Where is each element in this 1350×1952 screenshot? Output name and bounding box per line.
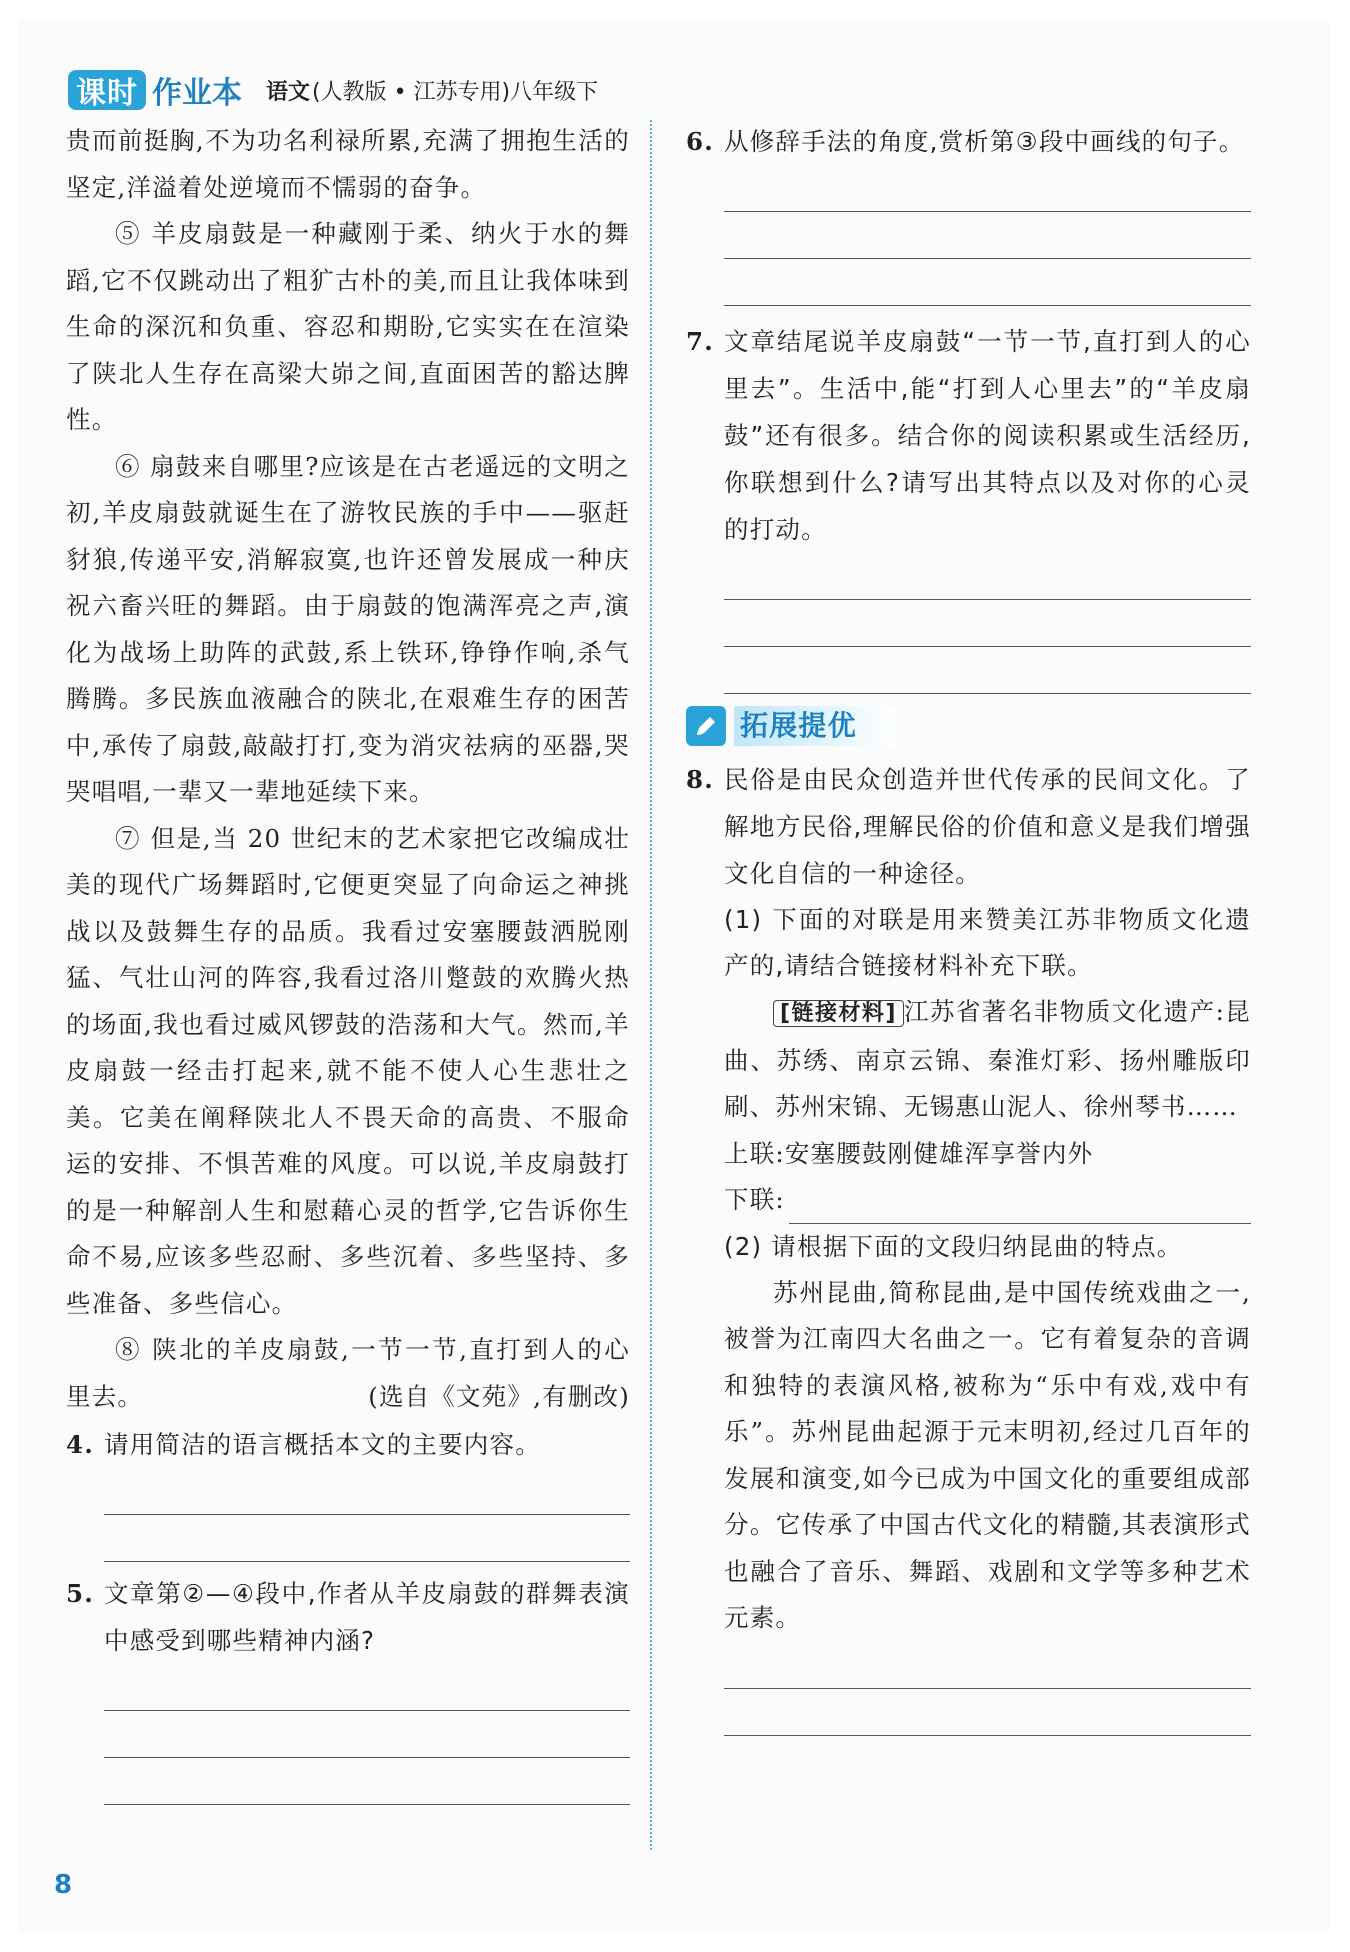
pencil-icon xyxy=(686,706,726,746)
answer-line[interactable] xyxy=(724,647,1251,694)
kunqu-passage: 苏州昆曲,简称昆曲,是中国传统戏曲之一,被誉为江南四大名曲之一。它有着复杂的音调和独特的表演风格,被称为“乐中有戏,戏中有乐”。苏州昆曲起源于元末明初,经过几百年的发展和演变,如今已成为中国文化的重要组成部分。它传承了中国古代文化的精髓,其表演形式也融合了音乐、舞蹈、戏剧和文学等多种艺术元素。 xyxy=(724,1277,1251,1632)
answer-lines-7[interactable] xyxy=(724,553,1251,694)
answer-lines-5[interactable] xyxy=(104,1664,630,1805)
page-number: 8 xyxy=(54,1870,73,1900)
subject-name: 语文 xyxy=(266,79,311,105)
left-column xyxy=(66,118,630,1805)
question-5 xyxy=(66,1570,630,1664)
answer-line[interactable] xyxy=(104,1468,630,1515)
question-4 xyxy=(66,1421,630,1468)
answer-line[interactable] xyxy=(724,1642,1251,1689)
section-title: 拓展提优 xyxy=(734,706,897,746)
paragraph-7: ⑦ 但是,当 20 世纪末的艺术家把它改编成壮美的现代广场舞蹈时,它便更突显了向命运之神挑战以及鼓舞生存的品质。我看过安塞腰鼓洒脱刚猛、气壮山河的阵容,我看过洛川蹩鼓的欢腾火热的场面,我也看过威风锣鼓的浩荡和大气。然而,羊皮扇鼓一经击打起来,就不能不使人心生悲壮之美。它美在阐释陕北人不畏天命的高贵、不服命运的安排、不惧苦难的风度。可以说,羊皮扇鼓打的是一种解剖人生和慰藉心灵的哲学,它告诉你生命不易,应该多些忍耐、多些沉着、多些坚持、多些准备、多些信心。 xyxy=(66,823,630,1318)
question-number: 5. xyxy=(66,1578,94,1608)
answer-line[interactable] xyxy=(724,259,1251,306)
section-heading xyxy=(686,706,1251,746)
question-text: 民俗是由民众创造并世代传承的民间文化。了解地方民俗,理解民俗的价值和意义是我们增强文化自信的一种途径。 xyxy=(724,765,1251,888)
paragraph-continued: 贵而前挺胸,不为功名利禄所累,充满了拥抱生活的坚定,洋溢着处逆境而不懦弱的奋争。 xyxy=(66,126,630,202)
answer-lines-8[interactable] xyxy=(724,1642,1251,1736)
question-8-part-1: (1) 下面的对联是用来赞美江苏非物质文化遗产的,请结合链接材料补充下联。 xyxy=(724,905,1251,980)
answer-line[interactable] xyxy=(724,212,1251,259)
question-8-part-2: (2) 请根据下面的文段归纳昆曲的特点。 xyxy=(724,1231,1183,1261)
answer-line[interactable] xyxy=(724,1689,1251,1736)
question-text: 从修辞手法的角度,赏析第③段中画线的句子。 xyxy=(724,127,1245,156)
answer-line[interactable] xyxy=(724,165,1251,212)
answer-line[interactable] xyxy=(104,1515,630,1562)
question-number: 6. xyxy=(686,127,714,156)
answer-line[interactable] xyxy=(104,1664,630,1711)
answer-line[interactable] xyxy=(724,600,1251,647)
couplet-lower-row xyxy=(724,1177,1251,1224)
question-6 xyxy=(686,118,1251,165)
brand-logo-text: 作业本 xyxy=(152,76,242,111)
question-number: 8. xyxy=(686,765,714,794)
answer-line[interactable] xyxy=(104,1758,630,1805)
page-header xyxy=(68,68,598,112)
answer-line[interactable] xyxy=(104,1711,630,1758)
subject-edition: (人教版 • 江苏专用)八年级下 xyxy=(312,79,599,105)
question-number: 7. xyxy=(686,327,714,356)
link-material-tag: [链接材料] xyxy=(773,1000,904,1027)
question-7 xyxy=(686,318,1251,553)
couplet-upper: 上联:安塞腰鼓刚健雄浑享誉内外 xyxy=(724,1138,1094,1168)
question-8 xyxy=(686,756,1251,897)
answer-line[interactable] xyxy=(724,553,1251,600)
link-material-text: 江苏省著名非物质文化遗产:昆曲、苏绣、南京云锦、秦淮灯彩、扬州雕版印刷、苏州宋锦、无锡惠山泥人、徐州琴书…… xyxy=(724,997,1252,1121)
question-text: 请用简洁的语言概括本文的主要内容。 xyxy=(104,1429,541,1459)
answer-lines-4[interactable] xyxy=(104,1468,630,1562)
question-text: 文章第②—④段中,作者从羊皮扇鼓的群舞表演中感受到哪些精神内涵? xyxy=(104,1578,630,1655)
column-divider xyxy=(650,120,652,1850)
paragraph-6: ⑥ 扇鼓来自哪里?应该是在古老遥远的文明之初,羊皮扇鼓就诞生在了游牧民族的手中——驱赶豺狼,传递平安,消解寂寞,也许还曾发展成一种庆祝六畜兴旺的舞蹈。由于扇鼓的饱满浑亮之声,演化为战场上助阵的武鼓,系上铁环,铮铮作响,杀气腾腾。多民族血液融合的陕北,在艰难生存的困苦中,承传了扇鼓,敲敲打打,变为消灾祛病的巫器,哭哭唱唱,一辈又一辈地延续下来。 xyxy=(66,451,630,806)
right-column xyxy=(686,118,1251,1736)
paragraph-5: ⑤ 羊皮扇鼓是一种藏刚于柔、纳火于水的舞蹈,它不仅跳动出了粗犷古朴的美,而且让我体味到生命的深沉和负重、容忍和期盼,它实实在在渲染了陕北人生存在高梁大峁之间,直面困苦的豁达脾性。 xyxy=(66,219,630,434)
question-text: 文章结尾说羊皮扇鼓“一节一节,直打到人的心里去”。生活中,能“打到人心里去”的“羊皮扇鼓”还有很多。结合你的阅读积累或生活经历,你联想到什么?请写出其特点以及对你的心灵的打动。 xyxy=(724,327,1251,544)
paragraph-8: ⑧ 陕北的羊皮扇鼓,一节一节,直打到人的心里去。 xyxy=(66,1335,630,1411)
source-note: (选自《文苑》,有删改) xyxy=(368,1382,630,1411)
subject-label xyxy=(266,75,598,106)
link-material xyxy=(724,989,1251,1131)
brand-logo-box: 课时 xyxy=(68,70,146,110)
couplet-lower-input[interactable] xyxy=(789,1189,1251,1224)
couplet-lower-label: 下联: xyxy=(724,1185,785,1214)
answer-lines-6[interactable] xyxy=(724,165,1251,306)
question-number: 4. xyxy=(66,1429,94,1459)
